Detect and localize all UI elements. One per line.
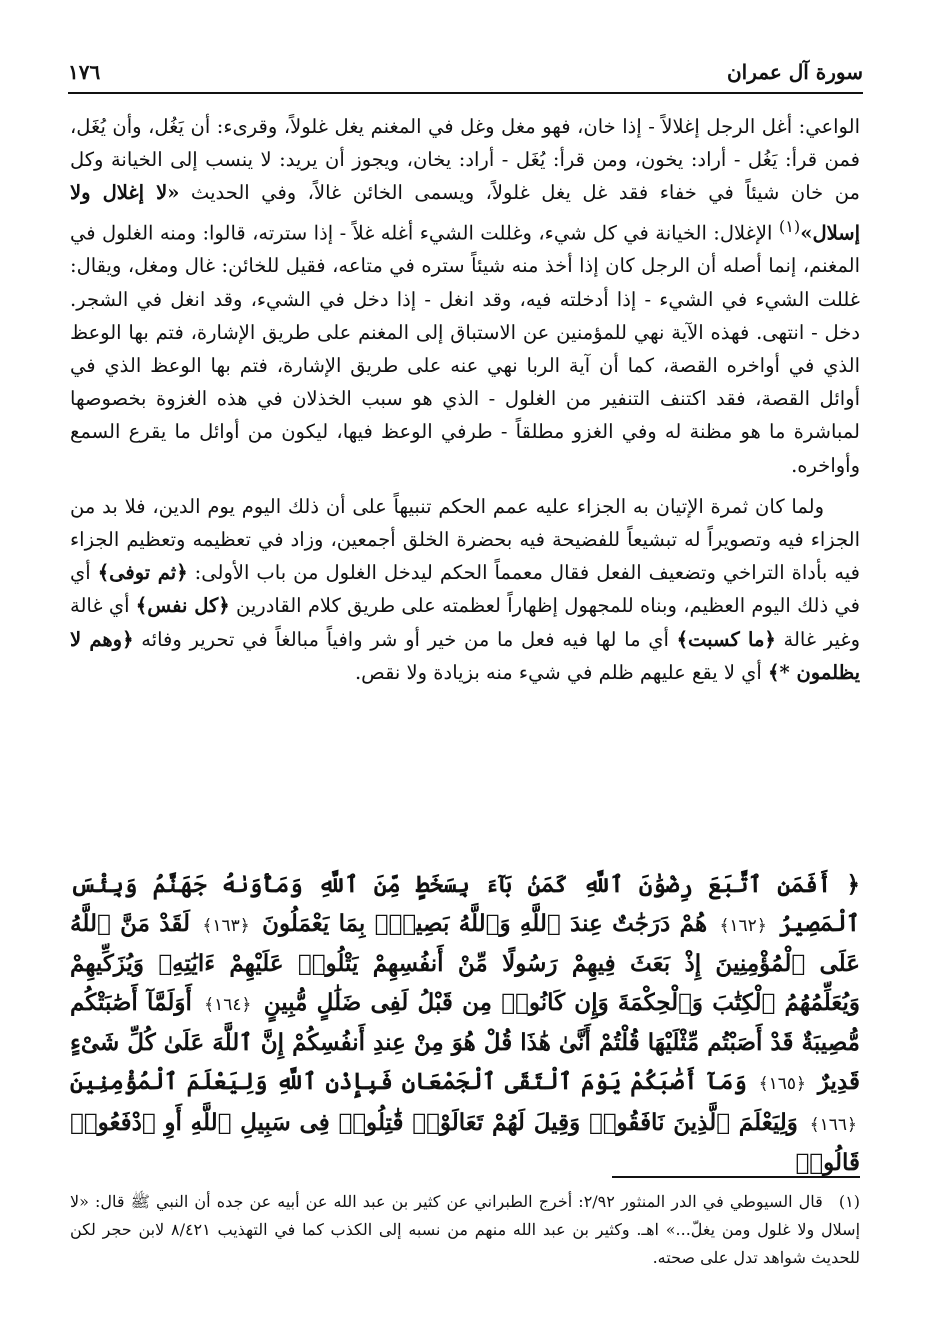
quran-quote: ﴿ما كسبت﴾ [676,627,776,651]
quran-quote: ﴿ثم توفى﴾ [97,561,188,585]
header-divider [68,92,863,94]
verse-163: هُمْ دَرَجَٰتٌ عِندَ ٱللَّهِ وَٱللَّهُ بَصِيرٌۢ بِمَا يَعْمَلُونَ [262,909,708,937]
quran-quote: ﴿كل نفس﴾ [135,594,230,618]
commentary-paragraph-1: الواعي: أغل الرجل إغلالاً - إذا خان، فهو مغل وغل في المغنم يغل غلولاً، وقرىء: أن يَغُل، وأن يُغَل، فمن قرأ: يَغُل - أراد: يخون، ومن قرأ: يُغَل - أراد: يخان، ويجوز أن يريد: لا ينسب إلى الخيانة وكل من خان شيئاً في خفاء فقد غل يغل غلولاً، ويسمى الخائن غالاً، وفي الحديث «لا إغلال ولا إسلال»$^{(١)}$ الإغلال: الخيانة في كل شيء، وغللت الشيء أغله غلاً - إذا سترته، قالوا: ومنه الغلول في المغنم، إنما أصله أن الرجل كان إذا أخذ منه شيئاً ستره في متاعه، فقيل للخائن: غال ومغل، ويقال: غللت الشيء في الشيء - إذا أدخلته فيه، وقد انغل - إذا دخل في الشيء، وقد انغل في الشجر. دخل - انتهى. فهذه الآية نهي للمؤمنين عن الاستباق إلى المغنم على طريق الإشارة، فتم بها الوعظ الذي في أواخره القصة، كما أن آية الربا نهي عنه على طريق الإشارة، فتم بها الوعظ الذي في أوائل القصة، فقد اكتنف التنفير من الغلول - الذي هو سبب الخذلان في هذه الغزوة بخصوصها لمباشرة ما هو مظنة له وفي الغزو مطلقاً - طرفي الوعظ فيها، ليكون من أوائل ما يقرع السمع وأواخره. [70,115,860,477]
commentary-text [70,110,860,689]
footnote [70,1188,860,1272]
quran-quote: ﴿وهم لا يظلمون *﴾ [70,627,860,684]
verse-164: لَقَدْ مَنَّ ٱللَّهُ عَلَى ٱلْمُؤْمِنِينَ إِذْ بَعَثَ فِيهِمْ رَسُولًا مِّنْ أَنفُسِهِمْ يَتْلُوا۟ عَلَيْهِمْ ءَايَٰتِهِۦ وَيُزَكِّيهِمْ وَيُعَلِّمُهُمُ ٱلْكِتَٰبَ وَٱلْحِكْمَةَ وَإِن كَانُوا۟ مِن قَبْلُ لَفِى ضَلَٰلٍ مُّبِينٍ [70,909,860,1016]
verse-number-164: ﴿١٦٤﴾ [204,994,252,1015]
commentary-paragraph-2: ولما كان ثمرة الإتيان به الجزاء عليه عمم الحكم تنبيهاً على أن ذلك اليوم يوم الدين، فلا بد من الجزاء فيه وتصويراً له تبشيعاً للفضيحة فيه بحضرة الخلق أجمعين، وزاد في تعظيمه وتعظيم الجزاء فيه بأداة التراخي وتضعيف الفعل فقال معمماً الحكم ليدخل الغلول من باب الأولى: ﴿ثم توفى﴾ أي في ذلك اليوم العظيم، وبناه للمجهول إظهاراً لعظمته على طريق كلام القادرين ﴿كل نفس﴾ أي غالة وغير غالة ﴿ما كسبت﴾ أي ما لها فيه فعل ما من خير أو شر وافياً مبالغاً في تحرير وفائه ﴿وهم لا يظلمون *﴾ أي لا يقع عليهم ظلم في شيء منه بزيادة ولا نقص. [70,494,860,684]
footnote-text: قال السيوطي في الدر المنثور ٢/٩٢: أخرج الطبراني عن كثير بن عبد الله عن أبيه عن جده أن النبي ﷺ قال: «لا إسلال ولا غلول ومن يغلّ...» اهـ. وكثير بن عبد الله منهم من نسبه إلى الكذب كما في التهذيب ٨/٤٢١ لابن حجر لكن للحديث شواهد تدل على صحته. [70,1192,861,1267]
verse-165: أَوَلَمَّآ أَصَٰبَتْكُم مُّصِيبَةٌ قَدْ أَصَبْتُم مِّثْلَيْهَا قُلْتُمْ أَنَّىٰ هَٰذَا قُلْ هُوَ مِنْ عِندِ أَنفُسِكُمْ إِنَّ ٱللَّهَ عَلَىٰ كُلِّ شَىْءٍ قَدِيرٌ [70,988,860,1095]
verse-167: وَلِيَعْلَمَ ٱلَّذِينَ نَافَقُوا۟ وَقِيلَ لَهُمْ تَعَالَوْا۟ قَٰتِلُوا۟ فِى سَبِيلِ ٱللَّهِ أَوِ ٱدْفَعُوا۟ قَالُوا۟ [70,1108,860,1177]
hadith-quote: «لا إغلال ولا إسلال» [70,181,860,245]
verse-162: أَفَمَنِ ٱتَّبَعَ رِضْوَٰنَ ٱللَّهِ كَمَنۢ بَآءَ بِسَخَطٍ مِّنَ ٱللَّهِ وَمَأْوَىٰهُ جَهَنَّمُ وَبِئْسَ ٱلْمَصِيرُ [70,871,860,937]
footnote-number: (١) [838,1192,861,1211]
surah-title: سورة آل عمران [726,60,863,84]
footnote-marker: (١) [778,216,801,236]
footnote-divider [612,1176,860,1178]
verse-166: وَمَآ أَصَٰبَكُمْ يَوْمَ ٱلْتَقَى ٱلْجَمْعَانِ فَبِإِذْنِ ٱللَّهِ وَلِيَعْلَمَ ٱلْمُؤْمِنِينَ [70,1067,747,1095]
quran-verses [70,866,860,1183]
running-header [68,56,863,88]
verse-number-166: ﴿١٦٦﴾ [809,1114,857,1135]
verse-number-165: ﴿١٦٥﴾ [758,1073,807,1094]
verse-open-bracket: ﴿ [846,871,860,898]
page-number: ١٧٦ [68,60,101,84]
verse-number-162: ﴿١٦٢﴾ [719,915,767,936]
verse-number-163: ﴿١٦٣﴾ [202,915,250,936]
